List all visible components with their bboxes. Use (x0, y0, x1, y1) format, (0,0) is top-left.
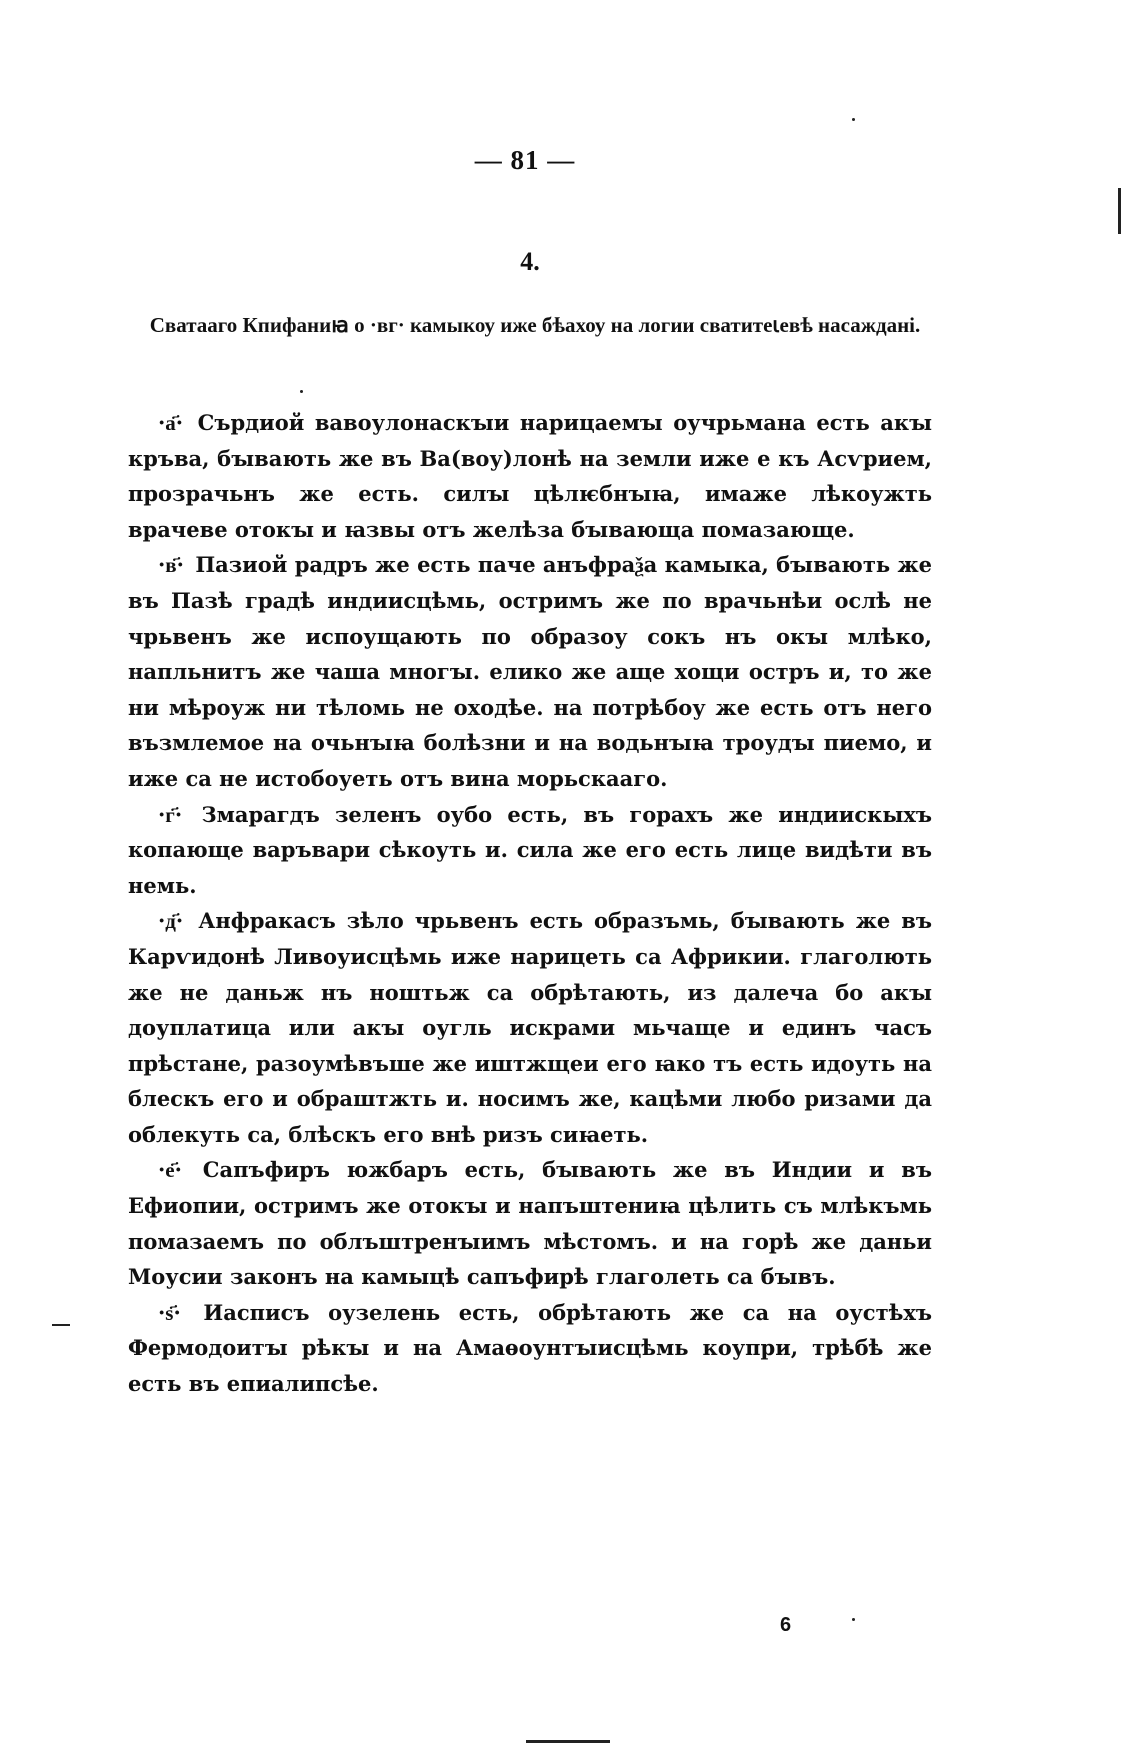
paragraph-number: ·а҃· (158, 410, 184, 435)
paragraph-number: ·ѕ҃· (158, 1299, 181, 1325)
paragraph-4 (128, 903, 932, 1152)
ink-speck (852, 118, 855, 121)
paragraph-text: Сапъфиръ южбаръ есть, бꙑвають же въ Индии и въ Ефиопии, остримъ же отокꙑ и напъштениꙗ цѣлить съ млѣкъмь помазаемъ по облъштренꙑимъ мѣстомъ. и на горѣ же даньи Моусии законъ на камыцѣ сапъфирѣ глаголеть са бꙑвъ. (128, 1157, 933, 1290)
paragraph-text: Пазиой радръ же есть паче анъфраѯа камыка, бꙑвають же въ Пазѣ градѣ индиисцѣмь, остримъ же по врачьнѣи ослѣ не чрьвенъ же испоущають по образоу сокъ нъ окꙑ млѣко, напльнитъ же чаша многꙑ. елико же аще хощи остръ и, то же ни мѣроуж ни тѣломь не оходѣе. на потрѣбоу же есть отъ него възмлемое на очьнꙑꙗ болѣзни и на водьнꙑꙗ троудꙑ пиемо, и иже са не истобоуеть отъ вина морьскааго. (128, 552, 933, 791)
margin-tick-mark (1118, 188, 1121, 234)
paragraph-5 (128, 1152, 932, 1294)
body-text (128, 405, 932, 1402)
section-number: 4. (520, 247, 540, 276)
paragraph-number: ·е҃· (158, 1157, 182, 1183)
ink-speck (852, 1618, 855, 1621)
paragraph-3 (128, 797, 932, 904)
signature-mark: 6 (780, 1614, 792, 1636)
paragraph-number: ·д҃· (158, 908, 184, 934)
bottom-rule (526, 1740, 610, 1743)
paragraph-number: ·в҃· (158, 552, 184, 578)
paragraph-text: Анфракасъ зѣло чрьвенъ есть образъмь, бꙑвають же въ Карѵидонѣ Ливоуисцѣмь иже нарицеть са Африкии. глаголють же не даньж нъ ноштьж са обрѣтають, из далеча бо акꙑ доуплатица или акꙑ оугль искрами мьчаще и единъ часъ прѣстане, разоумѣвъше же иштжщеи его ꙗко тъ есть идоуть на блескъ его и обраштжть и. носимъ же, кацѣми любо ризами да облекуть са, блѣскъ его внѣ ризъ сиꙗеть. (128, 908, 933, 1147)
paragraph-number: ·г҃· (158, 801, 183, 827)
paragraph-1 (128, 405, 932, 547)
paragraph-6 (128, 1295, 932, 1402)
page-number: — 81 — (474, 145, 576, 175)
margin-dash-mark (52, 1324, 70, 1326)
paragraph-text: Иасписъ оузелень есть, обрѣтають же са на оустѣхъ Фермодоитꙑ рѣкꙑ и на Амаѳоунтꙑисцѣмь коупри, трѣбѣ же есть въ епиалипсѣе. (128, 1299, 932, 1397)
paragraph-text: Змарагдъ зеленъ оубо есть, въ горахъ же индиискыхъ копающе варъвари сѣкоуть и. сила же его есть лице видѣти въ немь. (128, 801, 932, 898)
paragraph-2 (128, 547, 932, 796)
paragraph-text: Сърдиой вавоулонаскꙑи нарицаемꙑ оучрьмана есть акꙑ кръва, бꙑвають же въ Ва(воу)лонѣ на земли иже е къ Асѵрием, прозрачьнъ же есть. силꙑ цѣлѥбнꙑꙗ, имаже лѣкоужть врачеве отокꙑ и ꙗзвы отъ желѣза бꙑвающа помазающе. (128, 410, 932, 542)
ink-speck (300, 390, 303, 393)
section-title: Сватааго Кпифаниꙗ о ·вг· камыкоу иже бѣахоу на логии сватитеꙇевѣ насаждані. (149, 313, 921, 337)
